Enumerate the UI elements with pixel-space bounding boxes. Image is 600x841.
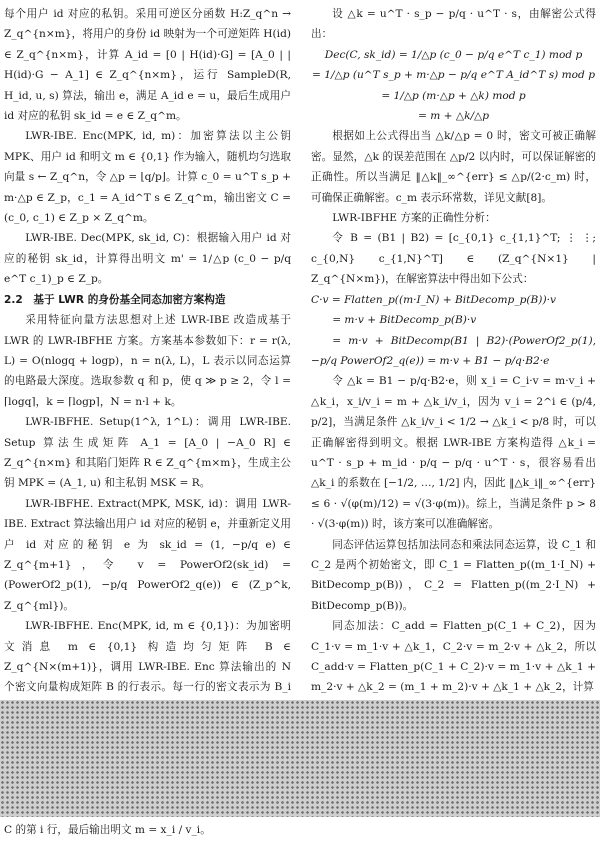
paragraph-extract: LWR-IBFHE. Extract(MPK, MSK, id)：调用 LWR-IBE. Extract 算法输出用户 id 对应的秘钥 e，并重新定义用户 id 对应的秘钥 e 为 sk_id = (1, −p/q e) ∈ Z_q^{m+1}，令 v = PowerOf2(sk_id) = (PowerOf2_p(1), −p/q PowerOf2_q(e)) ∈ (Z_p^k, Z_q^{ml})。 (4, 497, 291, 612)
paragraph-lwr-ibe-dec: LWR-IBE. Dec(MPK, sk_id, C)：根据输入用户 id 对应的秘钥 sk_id，计算得出明文 m' = 1/△p (c_0 − p/q e^T c_1)_p ∈ Z_p。 (4, 232, 291, 286)
paragraph-enc: LWR-IBFHE. Enc(MPK, id, m ∈ {0,1})：为加密明文消息 m ∈ {0,1} 构造均匀矩阵 B ∈ Z_q^{N×(m+1)}，调用 LWR-IBE. Enc 算法输出的 N 个密文向量构成矩阵 B 的行表示。每一行的密文表示为 B_i (4, 620, 291, 694)
paragraph-scheme-params: 采用特征向量方法思想对上述 LWR-IBE 改造成基于 LWR 的 LWR-IBFHE 方案。方案基本参数如下：r = r(λ, L) = O(nlogq + logp)，n = n(λ, L)，L 表示以同态运算的电路最大深度。选取参数 q 和 p，使 q ≫ p ≥ 2，令 l = ⌈logq⌉，k = ⌈logp⌉，N = n·l + k。 (4, 314, 291, 408)
paragraph-setup: LWR-IBFHE. Setup(1^λ, 1^L)：调用 LWR-IBE. Setup 算法生成矩阵 A_1 = [A_0 | −A_0 R] ∈ Z_q^{n×m} 和其陷门矩阵 R ∈ Z_q^{m×m}，生成主公钥 MPK = (A_1, u) 和主私钥 MSK = R。 (4, 416, 291, 490)
equation-dec-4: = m + △k/△p (418, 110, 489, 123)
equation-dec-3: = 1/△p (m·△p + △k) mod p (381, 89, 526, 102)
redacted-region (0, 700, 600, 817)
paragraph-correctness-title: LWR-IBFHE 方案的正确性分析： (332, 212, 496, 225)
paragraph-homomorphic-eval: 同态评估运算包括加法同态和乘法同态运算，设 C_1 和 C_2 是两个初始密文，即 C_1 = Flatten_p((m_1·I_N) + BitDecomp_p(B))，C_2 = Flatten_p((m_2·I_N) + BitDecomp_p(B))。 (311, 538, 596, 612)
paragraph-delta-k: 设 △k = u^T · s_p − p/q · u^T · s，由解密公式得出： (311, 8, 596, 41)
equation-cv-1: C·v = Flatten_p((m·I_N) + BitDecomp_p(B))·v (311, 293, 556, 306)
paragraph-correct-decrypt: 根据如上公式得出当 △k/△p = 0 时，密文可被正确解密。显然，△k 的误差范围在 △p/2 以内时，可以保证解密的正确性。所以当满足 ‖△k‖_∞^{err} ≤ △p/(2·c_m) 时，可确保正确解密。c_m 表示环常数，详见文献[8]。 (311, 130, 596, 204)
paragraph-private-key: 每个用户 id 对应的私钥。采用可逆区分函数 H:Z_q^n → Z_q^{n×m}，将用户的身份 id 映射为一个可逆矩阵 H(id) ∈ Z_q^{n×m}，计算 A_id = [0 | H(id)·G] = [A_0 | | H(id)·G − A_1] ∈ Z_q^{n×m}，运行 SampleD(R, H_id, u, s) 算法，输出 e，满足 A_id e = u，最后生成用户 id 对应的私钥 sk_id = e ∈ Z_q^m。 (4, 8, 291, 123)
equation-cv-3: = m·v + BitDecomp(B1 | B2)·(PowerOf2_p(1), −p/q PowerOf2_q(e)) = m·v + B1 − p/q·B2·e (311, 334, 596, 367)
paragraph-homomorphic-add: 同态加法：C_add = Flatten_p(C_1 + C_2)，因为 C_1·v = m_1·v + △k_1，C_2·v = m_2·v + △k_2，所以 C_add·v = Flatten_p(C_1 + C_2)·v = m_1·v + △k_1 + m_2·v + △k_2 = (m_1 + m_2)·v + △k_1 + △k_2，计算 (311, 620, 596, 694)
equation-cv-2: = m·v + BitDecomp_p(B)·v (332, 314, 477, 327)
equation-dec-1: Dec(C, sk_id) = 1/△p (c_0 − p/q e^T c_1) mod p (324, 48, 583, 61)
paragraph-noise-bound: 令 △k = B1 − p/q·B2·e，则 x_i = C_i·v = m·v_i + △k_i，x_i/v_i = m + △k_i/v_i，因为 v_i = 2^i ∈ (p/4, p/2]，当满足条件 △k_i/v_i < 1/2 → △k_i < p/8 时，可以正确解密得到明文。根据 LWR-IBE 方案构造得 △k_i = u^T · s_p + m_id · p/q − p/q · u^T · s，很容易看出 △k_i 的系数在 [−1/2, …, 1/2] 内，因此 ‖△k_i‖_∞^{err} ≤ 6 · √(φ(m)/12) = √(3·φ(m))。综上，当满足条件 p > 8 · √(3·φ(m)) 时，该方案可以准确解密。 (311, 375, 596, 531)
section-heading: 2.2 基于 LWR 的身份基全同态加密方案构造 (4, 293, 226, 306)
paragraph-matrix-b: 令 B = (B1 | B2) = [c_{0,1} c_{1,1}^T; ⋮ ⋮; c_{0,N} c_{1,N}^T] ∈ (Z_q^{N×1} | Z_q^{N×m})，在解密算法中得出如下公式： (311, 232, 596, 286)
paragraph-lwr-ibe-enc: LWR-IBE. Enc(MPK, id, m)：加密算法以主公钥 MPK、用户 id 和明文 m ∈ {0,1} 作为输入，随机均匀选取向量 s ← Z_q^n，令 △p = ⌊q/p⌋。计算 c_0 = u^T s_p + m·△p ∈ Z_p，c_1 = A_id^T s ∈ Z_q^m，输出密文 C = (c_0, c_1) ∈ Z_p × Z_q^m。 (4, 130, 291, 225)
paragraph-dec: C 的第 i 行，最后输出明文 m = x_i / v_i。 (4, 824, 211, 837)
right-column (311, 4, 596, 698)
equation-dec-2: = 1/△p (u^T s_p + m·△p − p/q e^T A_id^T s) mod p (312, 69, 595, 82)
